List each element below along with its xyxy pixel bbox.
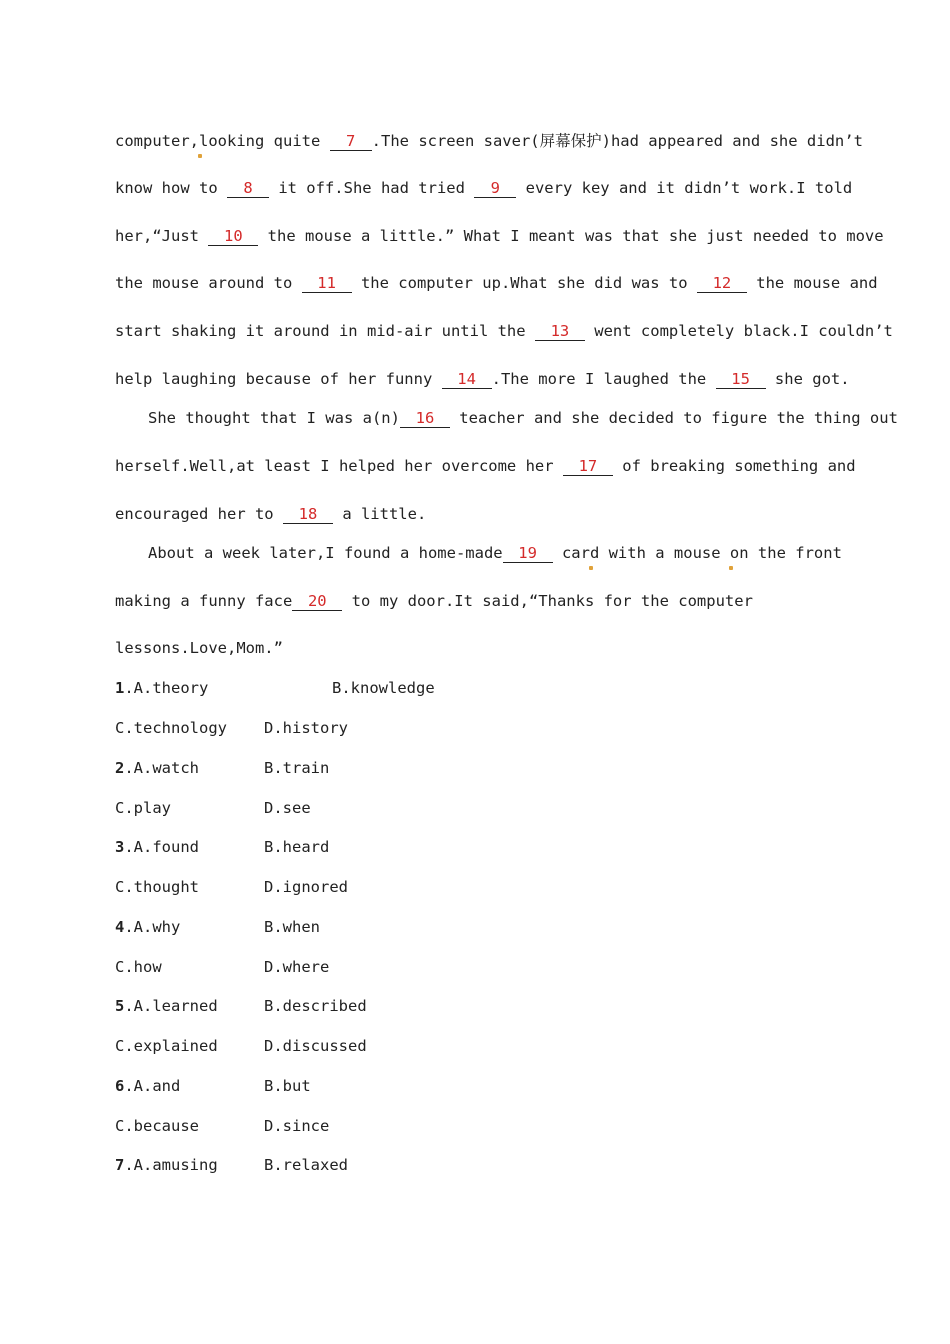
passage-line-5 [115,321,893,341]
question-6-option-a [115,1076,180,1096]
question-number: 1 [115,679,125,697]
text: help laughing because of her funny [115,370,442,388]
question-2-option-d: D.see [264,799,311,817]
text: of breaking something and [612,457,856,475]
question-5-option-d: D.discussed [264,1037,367,1055]
answer-blank-13: 13 [535,323,585,341]
text: computer, [115,132,199,150]
answer-blank-20: 20 [292,593,342,611]
answer-blank-12: 12 [697,275,747,293]
option-text: .A.why [124,918,181,936]
question-2-option-b: B.train [264,759,330,777]
question-1-option-b: B.knowledge [332,679,435,697]
text: .The screen saver(屏幕保护)had appeared and she didn’t [371,132,863,150]
answer-blank-7: 7 [330,133,372,151]
question-6-option-c: C.because [115,1117,199,1135]
passage-line-7 [148,408,898,428]
answer-blank-10: 10 [208,228,258,246]
text: She thought that I was a(n) [148,409,400,427]
question-4-option-a [115,917,180,937]
text: lessons.Love,Mom.” [115,639,283,657]
question-5-option-a [115,996,218,1016]
question-number: 3 [115,838,125,856]
answer-blank-18: 18 [283,506,333,524]
passage-line-8 [115,456,856,476]
question-number: 2 [115,759,125,777]
text: looking quite [199,132,330,150]
question-number: 5 [115,997,125,1015]
passage-line-10 [148,543,842,563]
text: it off.She had tried [268,179,475,197]
passage-line-4 [115,273,878,293]
text: d with a mouse [589,544,730,562]
question-4-option-b: B.when [264,918,320,936]
answer-blank-9: 9 [474,180,516,198]
option-text: .A.learned [124,997,218,1015]
question-5-option-b: B.described [264,997,367,1015]
text: start shaking it around in mid-air until the [115,322,535,340]
text: About a week later,I found a home-made [148,544,503,562]
text: the computer up.What she did was to [351,274,697,292]
passage-line-9 [115,504,426,524]
text: .The more I laughed the [491,370,716,388]
question-3-option-a [115,837,199,857]
question-4-option-d: D.where [264,958,330,976]
text: her,“Just [115,227,209,245]
text: she got. [765,370,850,388]
answer-blank-14: 14 [442,371,492,389]
text: teacher and she decided to figure the thing out [449,409,898,427]
question-5-option-c: C.explained [115,1037,218,1055]
question-number: 7 [115,1156,125,1174]
passage-line-2 [115,178,852,198]
option-text: .A.watch [124,759,199,777]
question-2-option-a [115,758,199,778]
text: the mouse around to [115,274,302,292]
text: to my door.It said,“Thanks for the computer [342,592,753,610]
answer-blank-16: 16 [400,410,450,428]
text: the mouse and [746,274,878,292]
text: encouraged her to [115,505,283,523]
question-1-option-a [115,678,208,698]
option-text: .A.theory [124,679,209,697]
option-text: .A.and [124,1077,181,1095]
question-1-option-c: C.technology [115,719,227,737]
text: the mouse a little.” What I meant was that she just needed to move [258,227,884,245]
question-number: 4 [115,918,125,936]
text: know how to [115,179,227,197]
question-3-option-c: C.thought [115,878,199,896]
text: making a funny face [115,592,293,610]
answer-blank-11: 11 [302,275,352,293]
passage-line-6 [115,369,850,389]
question-number: 6 [115,1077,125,1095]
passage-line-11 [115,591,753,611]
answer-blank-19: 19 [503,545,553,563]
question-4-option-c: C.how [115,958,162,976]
question-3-option-d: D.ignored [264,878,348,896]
option-text: .A.found [124,838,199,856]
text: car [552,544,590,562]
question-3-option-b: B.heard [264,838,330,856]
passage-line-1 [115,131,863,151]
passage-line-12 [115,638,283,658]
question-6-option-d: D.since [264,1117,330,1135]
answer-blank-15: 15 [716,371,766,389]
text: every key and it didn’t work.I told [516,179,853,197]
text: a little. [332,505,427,523]
text: on the front [729,544,842,562]
question-7-option-b: B.relaxed [264,1156,348,1174]
answer-blank-8: 8 [227,180,269,198]
option-text: .A.amusing [124,1156,218,1174]
text: herself.Well,at least I helped her overcome her [115,457,563,475]
question-2-option-c: C.play [115,799,171,817]
question-1-option-d: D.history [264,719,348,737]
text: went completely black.I couldn’t [584,322,893,340]
question-6-option-b: B.but [264,1077,311,1095]
passage-line-3 [115,226,884,246]
question-7-option-a [115,1155,218,1175]
answer-blank-17: 17 [563,458,613,476]
